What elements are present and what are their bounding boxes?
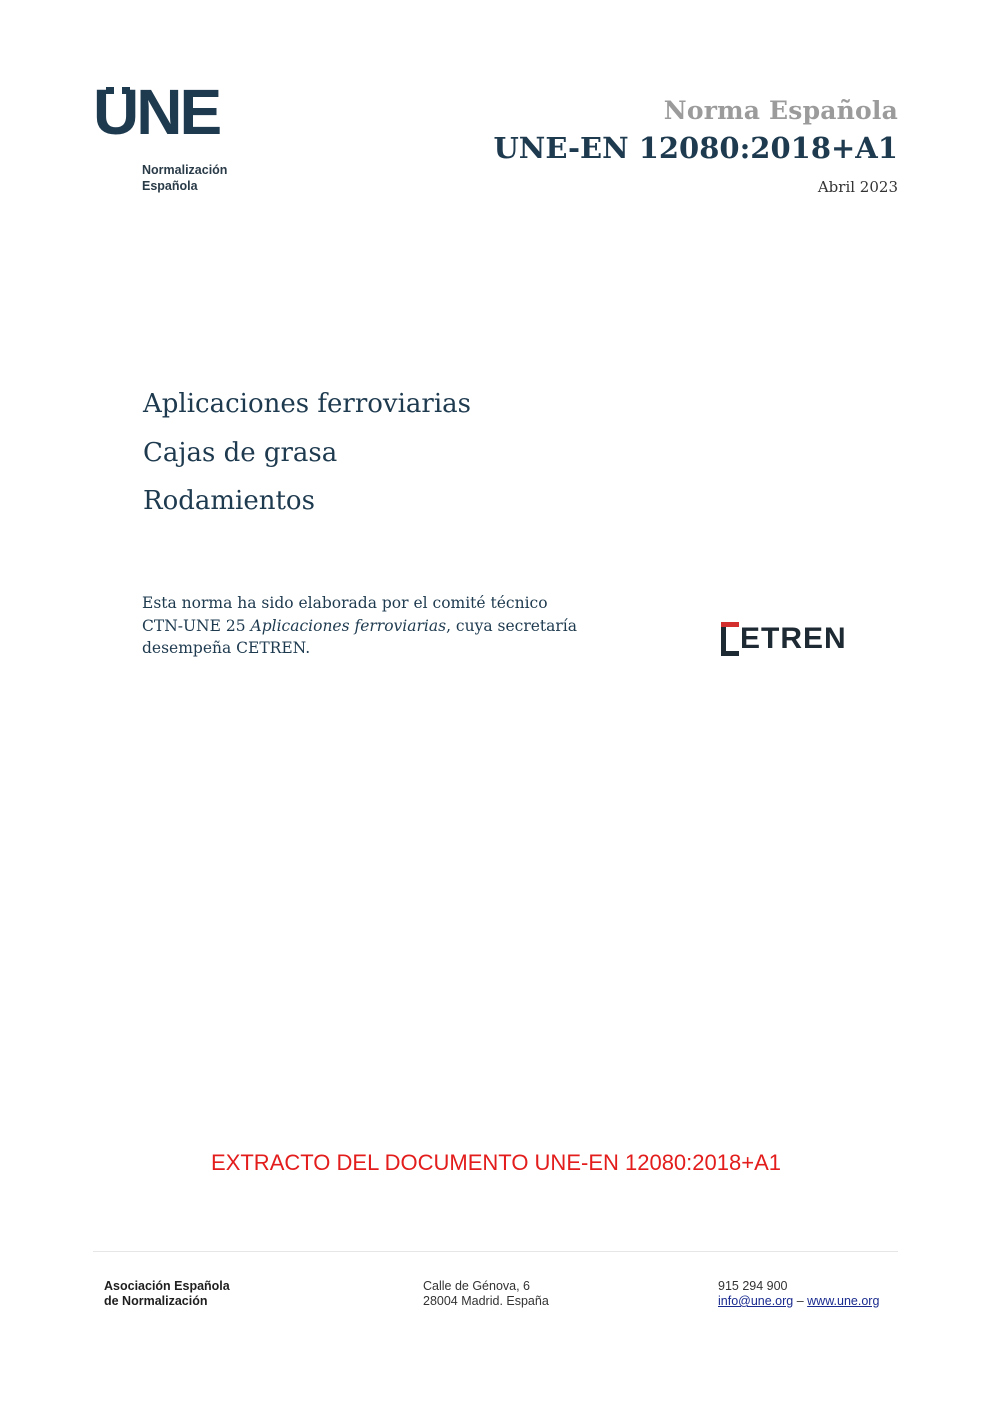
- committee-line-3: desempeña CETREN.: [142, 639, 311, 657]
- footer-link-separator: –: [793, 1294, 808, 1308]
- une-logo-wordmark: UNE: [93, 76, 220, 148]
- cetren-wordmark: ETREN: [740, 622, 847, 655]
- une-logo-subtitle-line1: Normalización: [142, 163, 228, 177]
- standard-code: UNE-EN 12080:2018+A1: [493, 131, 898, 165]
- email-link[interactable]: info@une.org: [718, 1294, 794, 1308]
- footer-contact: [718, 1279, 879, 1309]
- footer-phone: 915 294 900: [718, 1279, 788, 1293]
- cetren-logo: [721, 622, 871, 662]
- cetren-c-mark: [721, 622, 741, 656]
- footer-organization: [104, 1279, 230, 1309]
- footer-org-line1: Asociación Española: [104, 1279, 230, 1293]
- une-logo-subtitle: [142, 162, 227, 194]
- committee-line-1: Esta norma ha sido elaborada por el comité técnico: [142, 594, 548, 612]
- committee-paragraph: [142, 592, 622, 660]
- standard-kind: Norma Española: [663, 96, 898, 125]
- standard-titles: [143, 386, 471, 532]
- footer-address-line1: Calle de Génova, 6: [423, 1279, 531, 1293]
- committee-code: CTN-UNE 25: [142, 616, 251, 635]
- footer-org-line2: de Normalización: [104, 1294, 208, 1308]
- committee-line-2-suffix: , cuya secretaría: [446, 616, 577, 635]
- une-logo-subtitle-line2: Española: [142, 179, 198, 193]
- footer-links: [718, 1294, 879, 1309]
- publication-date: Abril 2023: [817, 178, 898, 196]
- committee-line-2: [142, 615, 622, 638]
- footer-address-line2: 28004 Madrid. España: [423, 1294, 549, 1308]
- committee-name: Aplicaciones ferroviarias: [250, 616, 447, 635]
- extract-notice: EXTRACTO DEL DOCUMENTO UNE-EN 12080:2018+A1: [211, 1150, 781, 1175]
- footer-address: [423, 1279, 549, 1309]
- title-line-1: Aplicaciones ferroviarias: [143, 389, 471, 419]
- title-line-2: Cajas de grasa: [143, 437, 338, 468]
- une-logo: [93, 76, 253, 198]
- website-link[interactable]: www.une.org: [807, 1294, 880, 1308]
- title-line-3: Rodamientos: [143, 486, 315, 516]
- footer-divider: [93, 1251, 898, 1252]
